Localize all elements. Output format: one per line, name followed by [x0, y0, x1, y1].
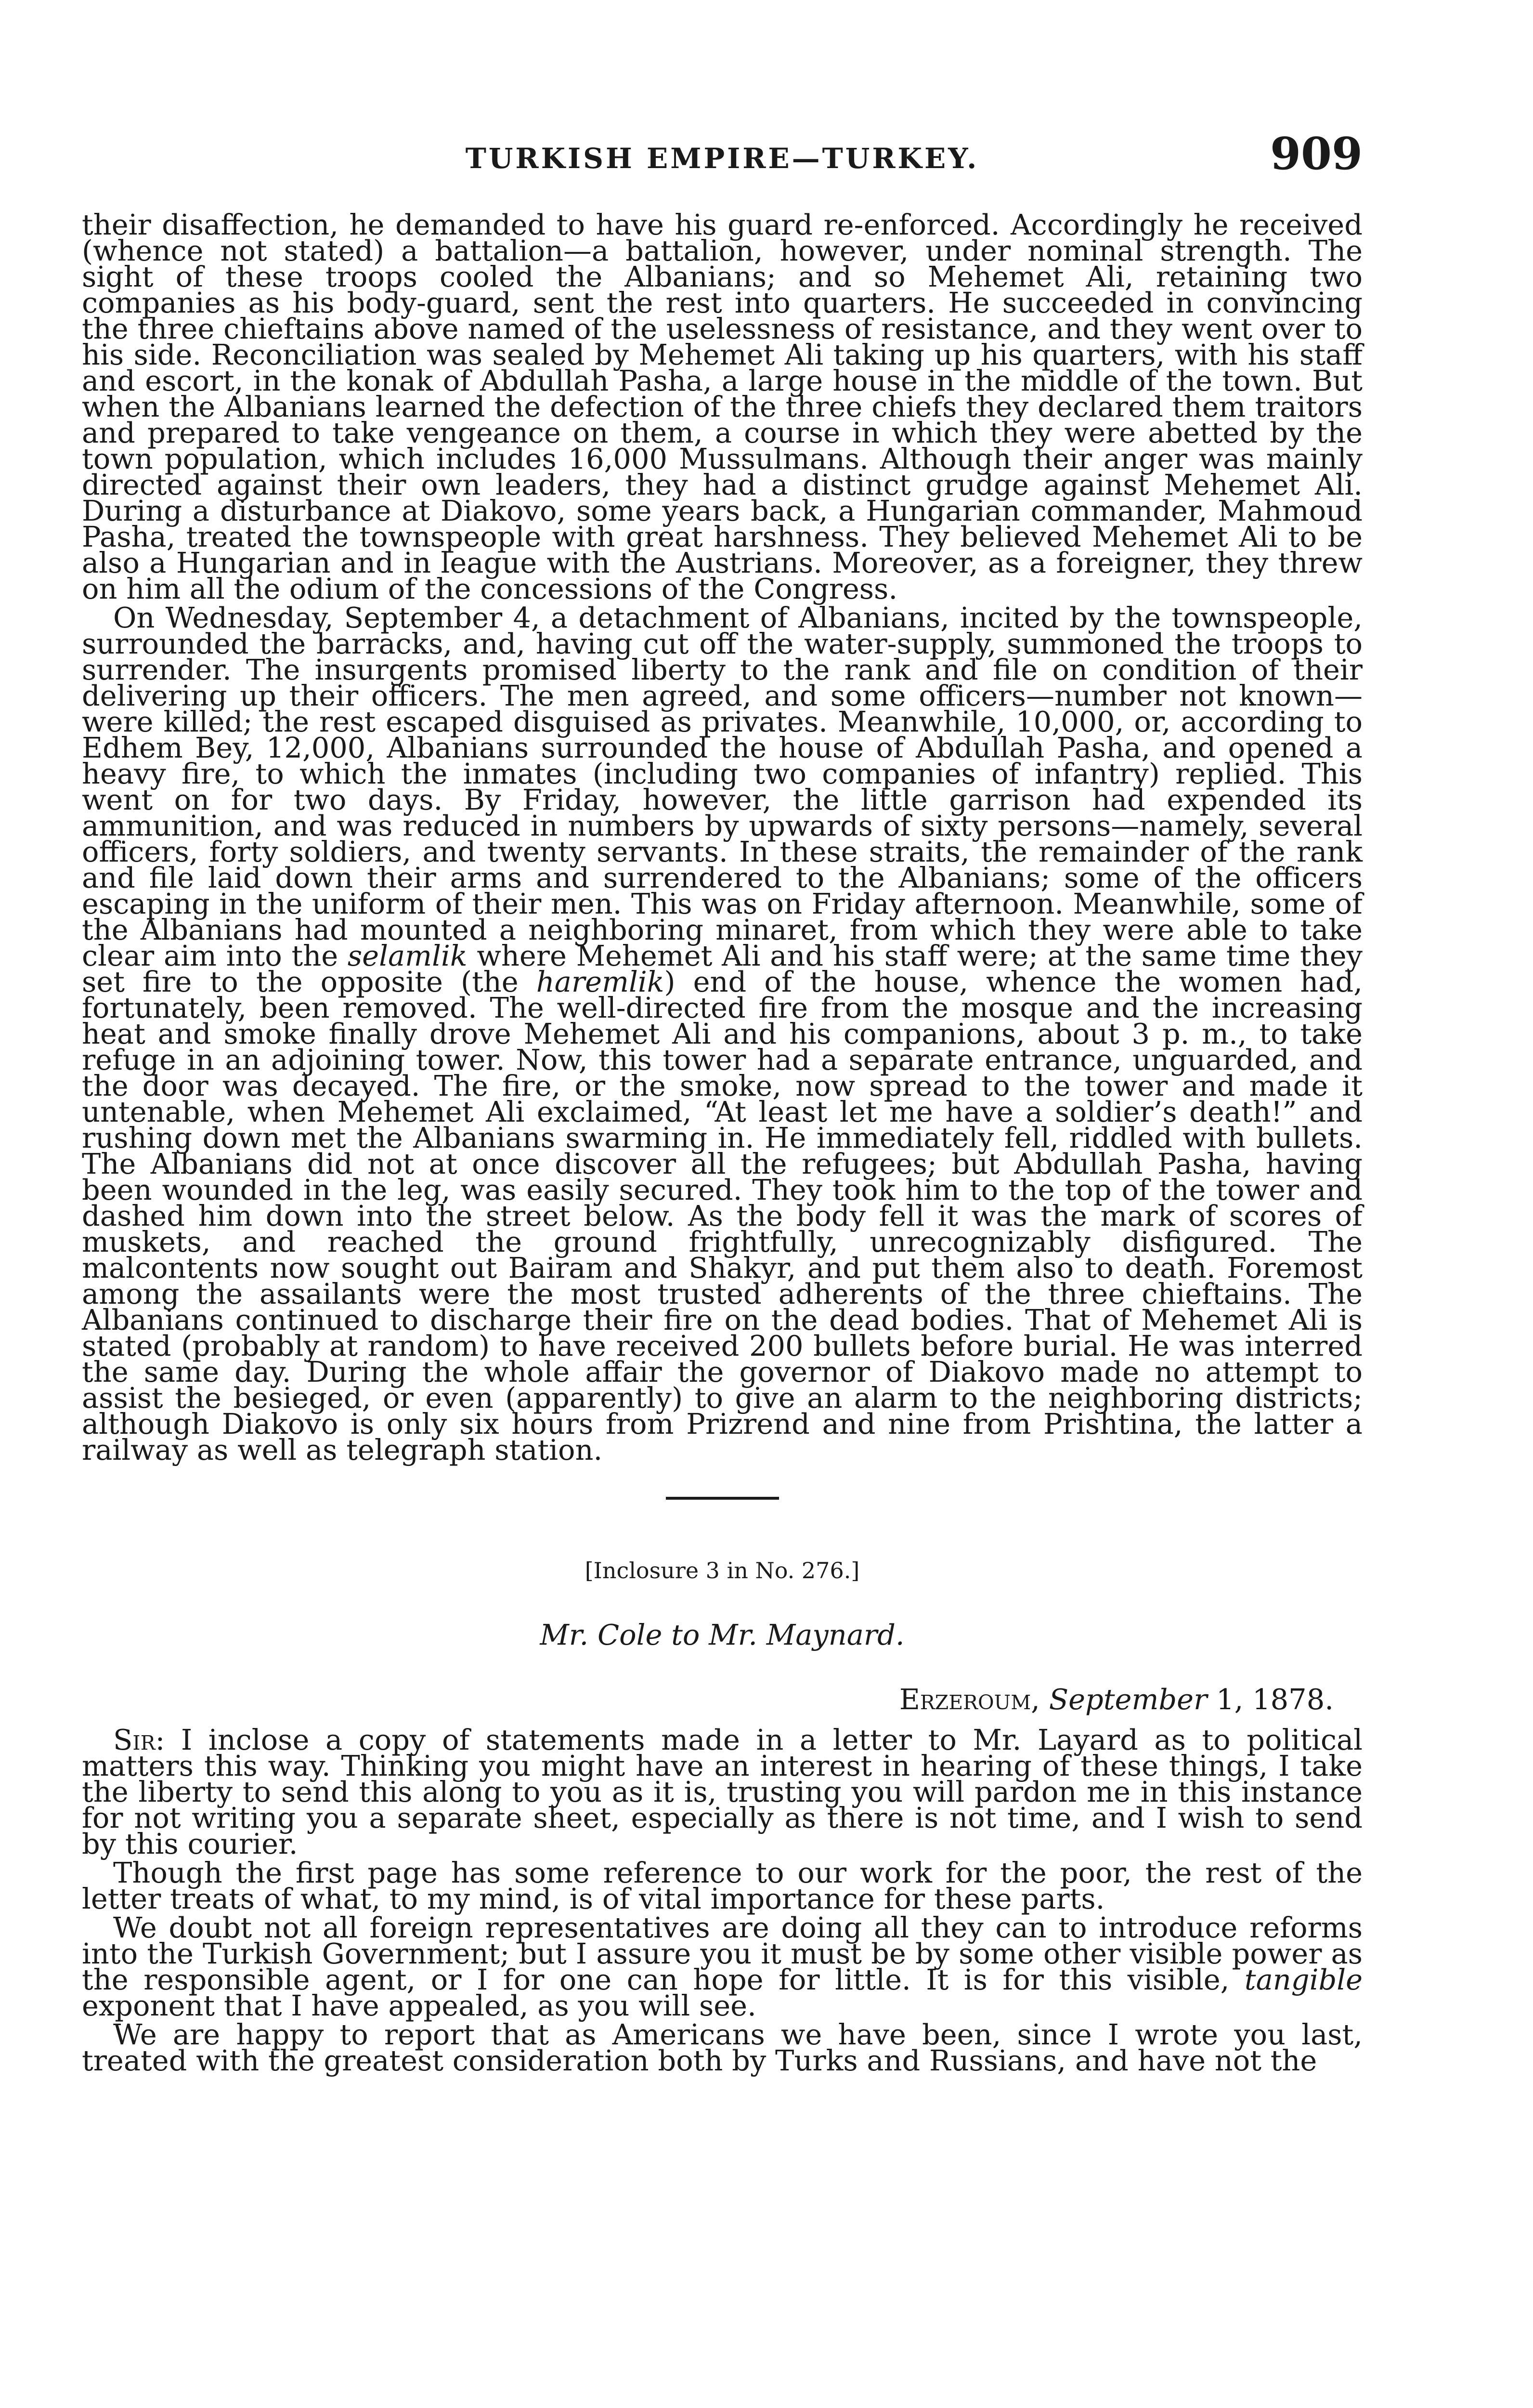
- letter-title: Mr. Cole to Mr. Maynard.: [540, 1618, 905, 1651]
- paragraph-text: their disaffection, he demanded to have his guard re-enforced. Accordingly he received (whence not stated) a battalion—a battalion, however, under nominal strength. The sight of these troops cooled the Albanians; and so Mehemet Ali, retaining two companies as his body-guard, sent the rest into quarters. He succeeded in convincing the three chieftains above named of the uselessness of resistance, and they went over to his side. Reconciliation was sealed by Mehemet Ali taking up his quarters, with his staff and escort, in the konak of Abdullah Pasha, a large house in the middle of the town. But when the Albanians learned the defection of the three chiefs they declared them traitors and prepared to take vengeance on them, a course in which they were abetted by the town population, which includes 16,000 Mussulmans. Although their anger was mainly directed against their own leaders, they had a distinct grudge against Mehemet Ali. During a disturbance at Diakovo, some years back, a Hungarian commander, Mahmoud Pasha, treated the townspeople with great harshness. They believed Mehemet Ali to be also a Hungarian and in league with the Austrians. Moreover, as a foreigner, they threw on him all the odium of the concessions of the Congress.: [82, 208, 1363, 605]
- inclosure-heading: [Inclosure 3 in No. 276.]: [585, 1557, 860, 1584]
- paragraph-text: ) end of the house, whence the women had, fortunately, been removed. The well-directed fire from the mosque and the increasing heat and smoke finally drove Mehemet Ali and his companions, about 3 p. m., to take refuge in an adjoining tower. Now, this tower had a separate entrance, unguarded, and the door was decayed. The fire, or the smoke, now spread to the tower and made it untenable, when Mehemet Ali exclaimed, “At least let me have a soldier’s death!” and rushing down met the Albanians swarming in. He immediately fell, riddled with bullets. The Albanians did not at once discover all the refugees; but Abdullah Pasha, having been wounded in the leg, was easily secured. They took him to the top of the tower and dashed him down into the street below. As the body fell it was the mark of scores of muskets, and reached the ground frightfully, unrecognizably disfigured. The malcontents now sought out Bairam and Shakyr, and put them also to death. Foremost among the assailants were the most trusted adherents of the three chieftains. The Albanians continued to discharge their fire on the dead bodies. That of Mehemet Ali is stated (probably at random) to have received 200 bullets before burial. He was interred the same day. During the whole affair the governor of Diakovo made no attempt to assist the besieged, or even (apparently) to give an alarm to the neighboring districts; although Diakovo is only six hours from Prizrend and nine from Prishtina, the latter a railway as well as telegraph station.: [82, 965, 1363, 1466]
- paragraph-text: I inclose a copy of statements made in a letter to Mr. Layard as to political matters this way. Thinking you might have an interest in hearing of these things, I take the liberty to send this along to you as it is, trusting you will pardon me in this instance for not writing you a separate sheet, especially as there is not time, and I wish to send by this courier.: [82, 1723, 1363, 1860]
- letter-paragraph: [82, 2018, 1363, 2077]
- letter-paragraph: [82, 1856, 1363, 1915]
- paragraph-text: exponent that I have appealed, as you will see.: [82, 1989, 756, 2022]
- paragraph-text: On Wednesday, September 4, a detachment of Albanians, incited by the townspeople, surrounded the barracks, and, having cut off the water-supply, summoned the troops to surrender. The insurgents promised liberty to the rank and file on condition of their delivering up their officers. The men agreed, and some officers—number not known—were killed; the rest escaped disguised as privates. Meanwhile, 10,000, or, according to Edhem Bey, 12,000, Albanians surrounded the house of Abdullah Pasha, and opened a heavy fire, to which the inmates (including two companies of infantry) replied. This went on for two days. By Friday, however, the little garrison had expended its ammunition, and was reduced in numbers by upwards of sixty persons—namely, several officers, forty soldiers, and twenty servants. In these straits, the remainder of the rank and file laid down their arms and surrendered to the Albanians; some of the officers escaping in the uniform of their men. This was on Friday afternoon. Meanwhile, some of the Albanians had mounted a neighboring minaret, from which they were able to take clear aim into the: [82, 601, 1363, 972]
- dateline-year: 1, 1878.: [1207, 1683, 1334, 1716]
- page-header: [82, 128, 1363, 185]
- running-head: TURKISH EMPIRE—TURKEY.: [465, 142, 979, 175]
- paragraph-text: where Mehemet Ali and his staff were; at the same time they set fire to the opposite (the: [82, 939, 1363, 998]
- dateline: [82, 1683, 1334, 1716]
- italic-term: haremlik: [536, 965, 664, 998]
- section-divider: [666, 1497, 779, 1500]
- italic-term: tangible: [1244, 1963, 1363, 1996]
- italic-term: selamlik: [347, 939, 468, 972]
- letter-paragraph: [82, 1911, 1363, 2022]
- dateline-place: Erzeroum,: [899, 1683, 1040, 1716]
- body-text: [82, 208, 1363, 2077]
- page-number: 909: [1270, 128, 1363, 180]
- dateline-month: September: [1049, 1683, 1208, 1716]
- paragraph-text: Though the first page has some reference to our work for the poor, the rest of the letter treats of what, to my mind, is of vital importance for these parts.: [82, 1856, 1363, 1915]
- salutation: Sir:: [113, 1723, 165, 1756]
- paragraph-text: We doubt not all foreign representatives are doing all they can to introduce reforms into the Turkish Government; but I assure you it must be by some other visible power as the responsible agent, or I for one can hope for little. It is for this visible,: [82, 1911, 1363, 1996]
- paragraph-continued: [82, 208, 1363, 605]
- letter-paragraph: [82, 1723, 1363, 1860]
- paragraph-text: We are happy to report that as Americans we have been, since I wrote you last, treated with the greatest consideration both by Turks and Russians, and have not the: [82, 2018, 1363, 2077]
- paragraph-siege: [82, 601, 1363, 1466]
